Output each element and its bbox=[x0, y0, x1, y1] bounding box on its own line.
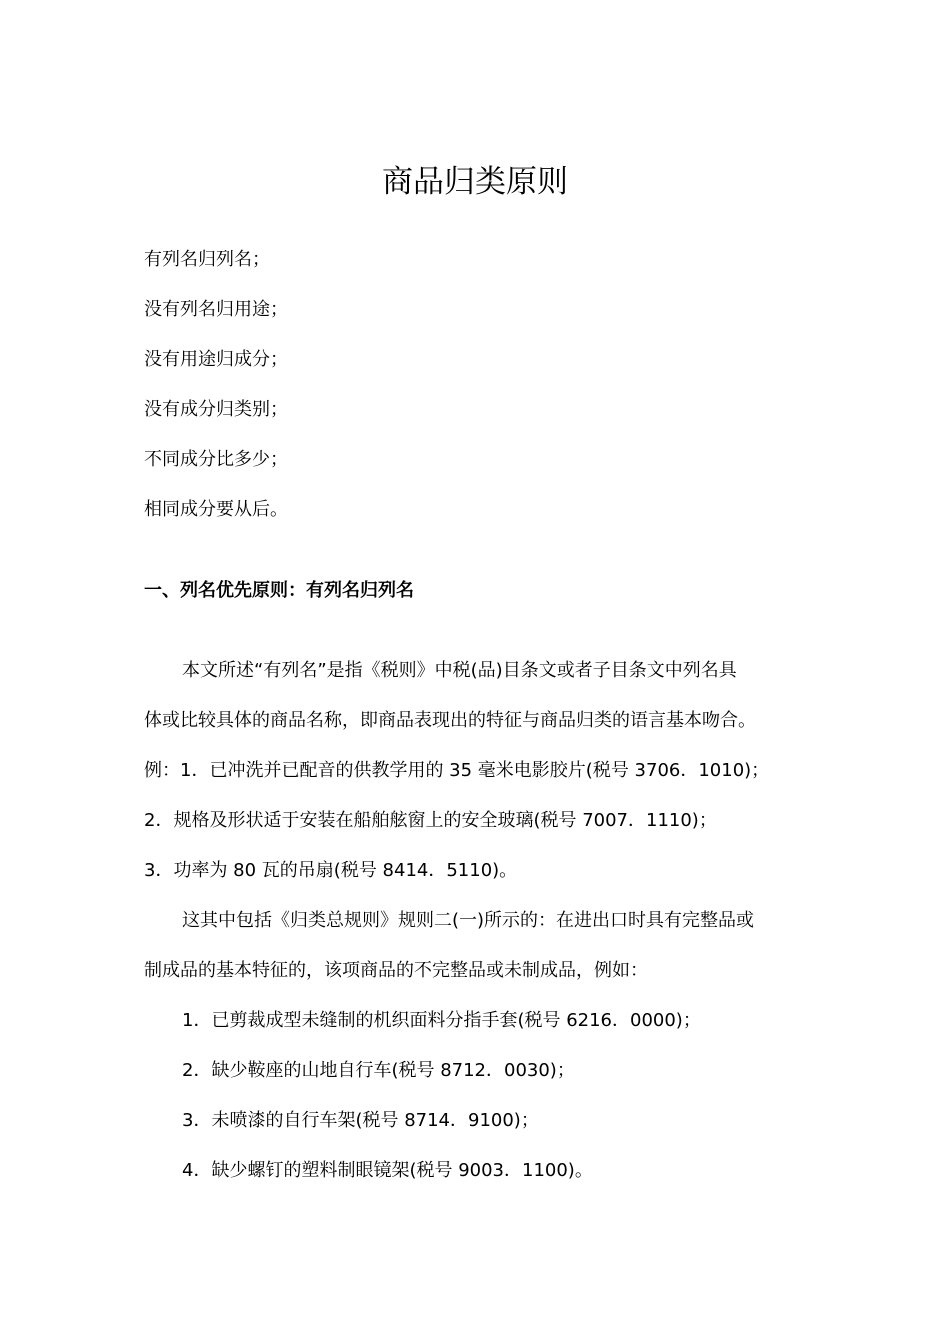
summary-line: 相同成分要从后。 bbox=[144, 499, 288, 520]
body-line: 制成品的基本特征的，该项商品的不完整品或未制成品，例如： bbox=[144, 960, 648, 981]
example-item: 4．缺少螺钉的塑料制眼镜架(税号 9003．1100)。 bbox=[182, 1160, 593, 1181]
summary-line: 不同成分比多少； bbox=[144, 449, 288, 470]
document-title: 商品归类原则 bbox=[382, 164, 568, 200]
summary-line: 没有列名归用途； bbox=[144, 299, 288, 320]
example-item: 3．未喷漆的自行车架(税号 8714．9100)； bbox=[182, 1110, 539, 1131]
body-line: 2．规格及形状适于安装在船舶舷窗上的安全玻璃(税号 7007．1110)； bbox=[144, 810, 717, 831]
body-line: 这其中包括《归类总规则》规则二(一)所示的：在进出口时具有完整品或 bbox=[182, 910, 755, 931]
summary-line: 没有用途归成分； bbox=[144, 349, 288, 370]
body-line: 3．功率为 80 瓦的吊扇(税号 8414．5110)。 bbox=[144, 860, 518, 881]
example-item: 1．已剪裁成型未缝制的机织面料分指手套(税号 6216．0000)； bbox=[182, 1010, 701, 1031]
section-heading: 一、列名优先原则：有列名归列名 bbox=[144, 580, 414, 601]
example-item: 2．缺少鞍座的山地自行车(税号 8712．0030)； bbox=[182, 1060, 575, 1081]
body-line: 体或比较具体的商品名称，即商品表现出的特征与商品归类的语言基本吻合。 bbox=[144, 710, 756, 731]
body-line: 本文所述“有列名”是指《税则》中税(品)目条文或者子目条文中列名具 bbox=[182, 660, 737, 681]
summary-line: 有列名归列名； bbox=[144, 249, 270, 270]
summary-line: 没有成分归类别； bbox=[144, 399, 288, 420]
body-line: 例：1．已冲洗并已配音的供教学用的 35 毫米电影胶片(税号 3706．1010)； bbox=[144, 760, 770, 781]
